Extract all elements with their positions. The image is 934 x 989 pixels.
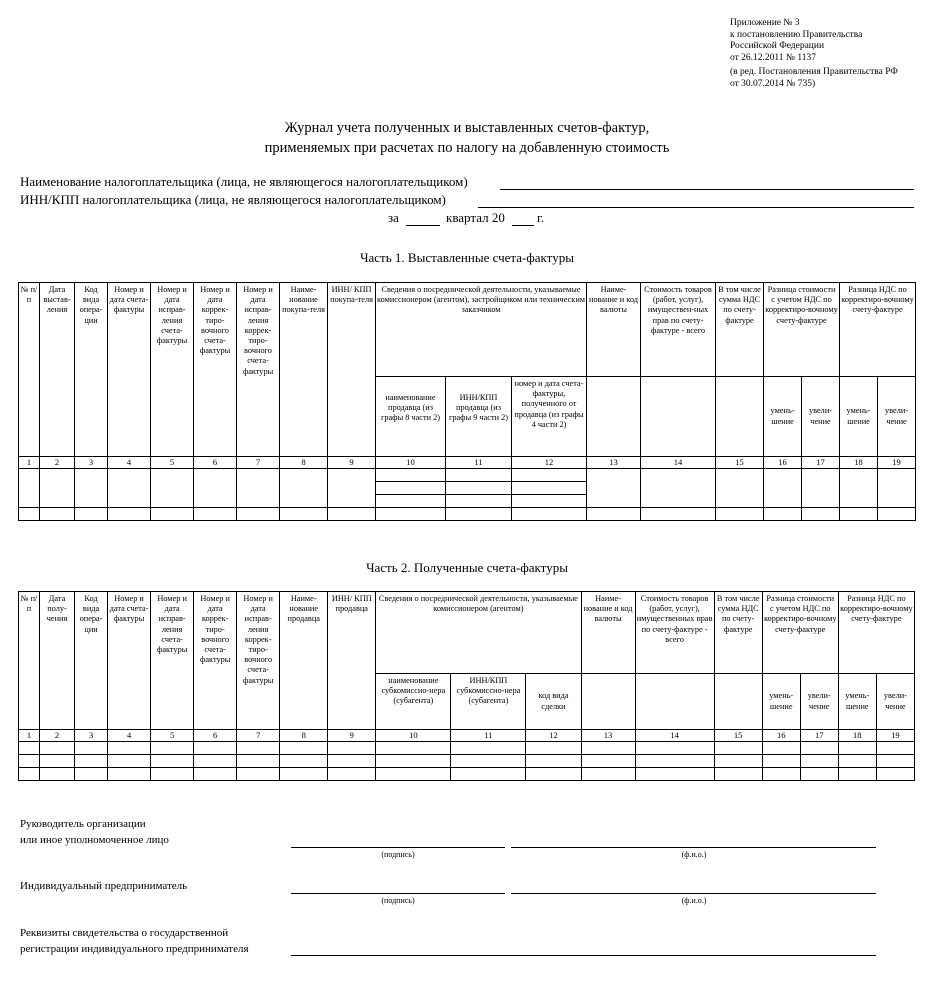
table-cell[interactable]	[328, 768, 376, 781]
head-label	[20, 816, 169, 848]
part1-cell[interactable]	[446, 469, 512, 482]
table-cell[interactable]	[635, 768, 714, 781]
appendix-reference	[730, 18, 898, 91]
table-cell[interactable]	[800, 742, 838, 755]
table-cell[interactable]	[194, 768, 237, 781]
part1-subheader-cell: номер и дата счета-фактуры, полученного от продавца (из графы 4 части 2)	[512, 377, 587, 457]
column-number: 11	[451, 730, 526, 742]
appendix-line: к постановлению Правительства	[730, 29, 863, 40]
entrepreneur-signature-field[interactable]	[291, 893, 505, 894]
part1-header-cell: Наиме-нование и код валюты	[587, 283, 641, 377]
part1-cell[interactable]	[237, 469, 280, 508]
entrepreneur-label: Индивидуальный предприниматель	[20, 880, 188, 892]
part1-empty-subcell	[587, 377, 641, 457]
head-label-line-2: или иное уполномоченное лицо	[20, 834, 169, 846]
quarter-field[interactable]	[406, 225, 440, 226]
appendix-line: Российской Федерации	[730, 41, 825, 52]
table-cell[interactable]	[840, 508, 878, 521]
table-cell[interactable]	[280, 508, 328, 521]
column-number: 15	[714, 730, 762, 742]
table-cell[interactable]	[19, 742, 40, 755]
part2-header-cell: Номер и дата исправ-ления счета-фактуры	[151, 592, 194, 730]
table-cell[interactable]	[714, 755, 762, 768]
table-cell[interactable]	[878, 508, 916, 521]
part2-table	[18, 591, 915, 781]
table-cell[interactable]	[800, 755, 838, 768]
table-cell[interactable]	[635, 742, 714, 755]
table-cell[interactable]	[764, 508, 802, 521]
table-cell[interactable]	[40, 768, 75, 781]
part1-cell[interactable]	[151, 469, 194, 508]
part1-cell[interactable]	[716, 469, 764, 508]
column-number: 8	[280, 730, 328, 742]
part2-empty-subcell	[635, 674, 714, 730]
part1-decrease-header: умень-шение	[840, 377, 878, 457]
table-cell[interactable]	[376, 508, 446, 521]
table-row	[19, 768, 915, 781]
column-number: 16	[762, 730, 800, 742]
column-number: 9	[328, 457, 376, 469]
table-cell[interactable]	[526, 755, 581, 768]
table-cell[interactable]	[838, 742, 876, 755]
part1-increase-header: увели-чение	[878, 377, 916, 457]
part2-subheader-cell: наименование субкомиссио-нера (субагента)	[376, 674, 451, 730]
table-cell[interactable]	[75, 755, 108, 768]
table-cell[interactable]	[280, 755, 328, 768]
part2-column-numbers	[19, 730, 915, 742]
part1-header-cell: № п/п	[19, 283, 40, 457]
table-cell[interactable]	[446, 508, 512, 521]
part2-header-cell: Стоимость товаров (работ, услуг), имущественных прав по счету-фактуре - всего	[635, 592, 714, 674]
part1-cell[interactable]	[40, 469, 75, 508]
table-cell[interactable]	[237, 768, 280, 781]
part2-increase-header: увели-чение	[800, 674, 838, 730]
column-number: 2	[40, 457, 75, 469]
table-cell[interactable]	[151, 755, 194, 768]
head-signature-field[interactable]	[291, 847, 505, 848]
table-cell[interactable]	[237, 755, 280, 768]
part1-header-cell: Разница стоимости с учетом НДС по корректиро-вочному счету-фактуре	[764, 283, 840, 377]
column-number: 17	[802, 457, 840, 469]
table-cell[interactable]	[451, 742, 526, 755]
table-cell[interactable]	[802, 508, 840, 521]
part1-decrease-header: умень-шение	[764, 377, 802, 457]
part1-column-numbers	[19, 457, 916, 469]
part2-header-cell: Наиме-нование и код валюты	[581, 592, 635, 674]
part1-cell[interactable]	[376, 495, 446, 508]
table-cell[interactable]	[40, 755, 75, 768]
part1-cell[interactable]	[446, 495, 512, 508]
part1-cell[interactable]	[512, 469, 587, 482]
part2-header-cell: Наиме-нование продавца	[280, 592, 328, 730]
table-cell[interactable]	[526, 742, 581, 755]
table-cell[interactable]	[716, 508, 764, 521]
column-number: 7	[237, 457, 280, 469]
table-cell[interactable]	[376, 768, 451, 781]
table-cell[interactable]	[40, 508, 75, 521]
part1-subheader-cell: ИНН/КПП продавца (из графы 9 части 2)	[446, 377, 512, 457]
registration-label	[20, 925, 249, 957]
part1-cell[interactable]	[446, 482, 512, 495]
registration-label-line-2: регистрации индивидуального предпринимателя	[20, 943, 249, 955]
table-cell[interactable]	[876, 768, 914, 781]
table-cell[interactable]	[194, 755, 237, 768]
column-number: 8	[280, 457, 328, 469]
column-number: 15	[716, 457, 764, 469]
table-cell[interactable]	[108, 755, 151, 768]
column-number: 16	[764, 457, 802, 469]
part1-cell[interactable]	[802, 469, 840, 508]
part1-subheader-cell: наименование продавца (из графы 8 части 2)	[376, 377, 446, 457]
table-row	[19, 508, 916, 521]
column-number: 11	[446, 457, 512, 469]
part1-cell[interactable]	[19, 469, 40, 508]
column-number: 6	[194, 730, 237, 742]
period-quarter-label: квартал 20	[446, 210, 505, 225]
part2-header-cell: ИНН/ КПП продавца	[328, 592, 376, 730]
taxpayer-inn-label: ИНН/КПП налогоплательщика (лица, не являющегося налогоплательщиком)	[20, 192, 446, 207]
column-number: 9	[328, 730, 376, 742]
part2-header-cell: Сведения о посреднической деятельности, указываемые комиссионером (агентом)	[376, 592, 581, 674]
part2-decrease-header: умень-шение	[762, 674, 800, 730]
table-cell[interactable]	[151, 508, 194, 521]
part1-cell[interactable]	[512, 495, 587, 508]
part1-cell[interactable]	[878, 469, 916, 508]
table-cell[interactable]	[714, 742, 762, 755]
part1-empty-subcell	[641, 377, 716, 457]
column-number: 4	[108, 457, 151, 469]
column-number: 18	[840, 457, 878, 469]
table-cell[interactable]	[581, 755, 635, 768]
table-cell[interactable]	[641, 508, 716, 521]
part2-header-cell: Разница стоимости с учетом НДС по корректиро-вочному счету-фактуре	[762, 592, 838, 674]
part1-header-cell: ИНН/ КПП покупа-теля	[328, 283, 376, 457]
table-cell[interactable]	[108, 742, 151, 755]
part2-decrease-header: умень-шение	[838, 674, 876, 730]
part1-header-cell: Наиме-нование покупа-теля	[280, 283, 328, 457]
part1-cell[interactable]	[328, 469, 376, 508]
table-cell[interactable]	[762, 755, 800, 768]
part1-header-cell: Номер и дата исправ-ления счета-фактуры	[151, 283, 194, 457]
table-cell[interactable]	[328, 755, 376, 768]
part1-increase-header: увели-чение	[802, 377, 840, 457]
table-cell[interactable]	[762, 768, 800, 781]
part2-header-cell: Дата полу-чения	[40, 592, 75, 730]
taxpayer-inn-field[interactable]	[478, 207, 914, 208]
part1-cell[interactable]	[280, 469, 328, 508]
part1-header-cell: Сведения о посреднической деятельности, указываемые комиссионером (агентом), застройщиком или техническим заказчиком	[376, 283, 587, 377]
column-number: 1	[19, 730, 40, 742]
signature-caption: (подпись)	[381, 850, 415, 859]
registration-details-field[interactable]	[291, 955, 876, 956]
year-field[interactable]	[512, 225, 534, 226]
column-number: 13	[581, 730, 635, 742]
column-number: 5	[151, 730, 194, 742]
registration-label-line-1: Реквизиты свидетельства о государственной	[20, 927, 229, 939]
table-cell[interactable]	[280, 742, 328, 755]
table-cell[interactable]	[194, 508, 237, 521]
entrepreneur-name-field[interactable]	[511, 893, 876, 894]
table-cell[interactable]	[237, 508, 280, 521]
part1-cell[interactable]	[108, 469, 151, 508]
part1-cell[interactable]	[376, 469, 446, 482]
appendix-line: Приложение № 3	[730, 18, 800, 28]
table-cell[interactable]	[108, 508, 151, 521]
part1-cell[interactable]	[376, 482, 446, 495]
table-cell[interactable]	[587, 508, 641, 521]
part1-header-cell: Номер и дата исправ-ления коррек-тиро-вочного счета-фактуры	[237, 283, 280, 457]
table-cell[interactable]	[194, 742, 237, 755]
part2-header-cell: Номер и дата счета-фактуры	[108, 592, 151, 730]
column-number: 6	[194, 457, 237, 469]
name-caption: (ф.и.о.)	[681, 850, 707, 859]
table-cell[interactable]	[75, 508, 108, 521]
table-cell[interactable]	[876, 742, 914, 755]
part1-header-cell: Разница НДС по корректиро-вочному счету-фактуре	[840, 283, 916, 377]
column-number: 3	[75, 457, 108, 469]
part1-cell[interactable]	[194, 469, 237, 508]
part2-header-cell: В том числе сумма НДС по счету-фактуре	[714, 592, 762, 674]
column-number: 2	[40, 730, 75, 742]
table-cell[interactable]	[151, 742, 194, 755]
title-line-1: Журнал учета полученных и выставленных счетов-фактур,	[284, 120, 650, 136]
part1-header-cell: Код вида опера-ции	[75, 283, 108, 457]
head-label-line-1: Руководитель организации	[20, 818, 146, 830]
part2-empty-subcell	[581, 674, 635, 730]
table-cell[interactable]	[876, 755, 914, 768]
taxpayer-name-field[interactable]	[500, 189, 914, 190]
column-number: 1	[19, 457, 40, 469]
part1-cell[interactable]	[75, 469, 108, 508]
appendix-note-line: (в ред. Постановления Правительства РФ	[730, 67, 898, 78]
part1-cell[interactable]	[764, 469, 802, 508]
table-cell[interactable]	[328, 742, 376, 755]
part1-cell[interactable]	[641, 469, 716, 508]
table-cell[interactable]	[451, 755, 526, 768]
table-cell[interactable]	[800, 768, 838, 781]
part2-header-cell: Разница НДС по корректиро-вочному счету-фактуре	[838, 592, 914, 674]
table-cell[interactable]	[376, 755, 451, 768]
table-cell[interactable]	[19, 755, 40, 768]
period-prefix: за	[388, 210, 399, 225]
part1-header-cell: Стоимость товаров (работ, услуг), имуществен-ных прав по счету-фактуре - всего	[641, 283, 716, 377]
part1-empty-subcell	[716, 377, 764, 457]
column-number: 7	[237, 730, 280, 742]
column-number: 17	[800, 730, 838, 742]
part2-header-cell: Номер и дата исправ-ления коррек-тиро-вочного счета-фактуры	[237, 592, 280, 730]
column-number: 18	[838, 730, 876, 742]
table-cell[interactable]	[762, 742, 800, 755]
column-number: 4	[108, 730, 151, 742]
column-number: 10	[376, 730, 451, 742]
column-number: 19	[878, 457, 916, 469]
column-number: 3	[75, 730, 108, 742]
part1-cell[interactable]	[512, 482, 587, 495]
table-row	[19, 755, 915, 768]
part2-title: Часть 2. Полученные счета-фактуры	[366, 560, 568, 575]
column-number: 14	[641, 457, 716, 469]
part1-cell[interactable]	[587, 469, 641, 508]
table-row	[19, 742, 915, 755]
column-number: 12	[526, 730, 581, 742]
page-title	[0, 118, 934, 158]
part2-header-cell: Код вида опера-ции	[75, 592, 108, 730]
part1-header-cell: В том числе сумма НДС по счету-фактуре	[716, 283, 764, 377]
table-cell[interactable]	[328, 508, 376, 521]
table-cell[interactable]	[40, 742, 75, 755]
appendix-line: от 26.12.2011 № 1137	[730, 52, 817, 63]
part2-header-cell: Номер и дата коррек-тиро-вочного счета-фактуры	[194, 592, 237, 730]
table-cell[interactable]	[581, 742, 635, 755]
part2-increase-header: увели-чение	[876, 674, 914, 730]
table-cell[interactable]	[526, 768, 581, 781]
table-cell[interactable]	[714, 768, 762, 781]
part2-subheader-cell: ИНН/КПП субкомиссио-нера (субагента)	[451, 674, 526, 730]
column-number: 12	[512, 457, 587, 469]
table-cell[interactable]	[75, 742, 108, 755]
table-cell[interactable]	[280, 768, 328, 781]
part2-empty-subcell	[714, 674, 762, 730]
head-name-field[interactable]	[511, 847, 876, 848]
appendix-note-line: от 30.07.2014 № 735)	[730, 78, 816, 89]
part1-header-cell: Номер и дата счета-фактуры	[108, 283, 151, 457]
column-number: 13	[587, 457, 641, 469]
part1-cell[interactable]	[840, 469, 878, 508]
column-number: 19	[876, 730, 914, 742]
part2-header-cell: № п/п	[19, 592, 40, 730]
column-number: 10	[376, 457, 446, 469]
table-cell[interactable]	[376, 742, 451, 755]
title-line-2: применяемых при расчетах по налогу на добавленную стоимость	[264, 140, 670, 156]
table-cell[interactable]	[581, 768, 635, 781]
table-cell[interactable]	[75, 768, 108, 781]
table-cell[interactable]	[237, 742, 280, 755]
table-cell[interactable]	[151, 768, 194, 781]
taxpayer-name-label: Наименование налогоплательщика (лица, не являющегося налогоплательщиком)	[20, 174, 468, 189]
table-cell[interactable]	[19, 768, 40, 781]
name-caption: (ф.и.о.)	[681, 896, 707, 905]
part1-table	[18, 282, 916, 521]
part1-title: Часть 1. Выставленные счета-фактуры	[360, 250, 574, 265]
table-cell[interactable]	[635, 755, 714, 768]
table-cell[interactable]	[451, 768, 526, 781]
period-suffix: г.	[537, 210, 545, 225]
table-cell[interactable]	[838, 755, 876, 768]
column-number: 5	[151, 457, 194, 469]
table-cell[interactable]	[512, 508, 587, 521]
table-cell[interactable]	[838, 768, 876, 781]
signature-caption: (подпись)	[381, 896, 415, 905]
part1-header-cell: Дата выстав-ления	[40, 283, 75, 457]
column-number: 14	[635, 730, 714, 742]
part1-header-cell: Номер и дата коррек-тиро-вочного счета-фактуры	[194, 283, 237, 457]
table-cell[interactable]	[108, 768, 151, 781]
table-cell[interactable]	[19, 508, 40, 521]
part2-subheader-cell: код вида сделки	[526, 674, 581, 730]
